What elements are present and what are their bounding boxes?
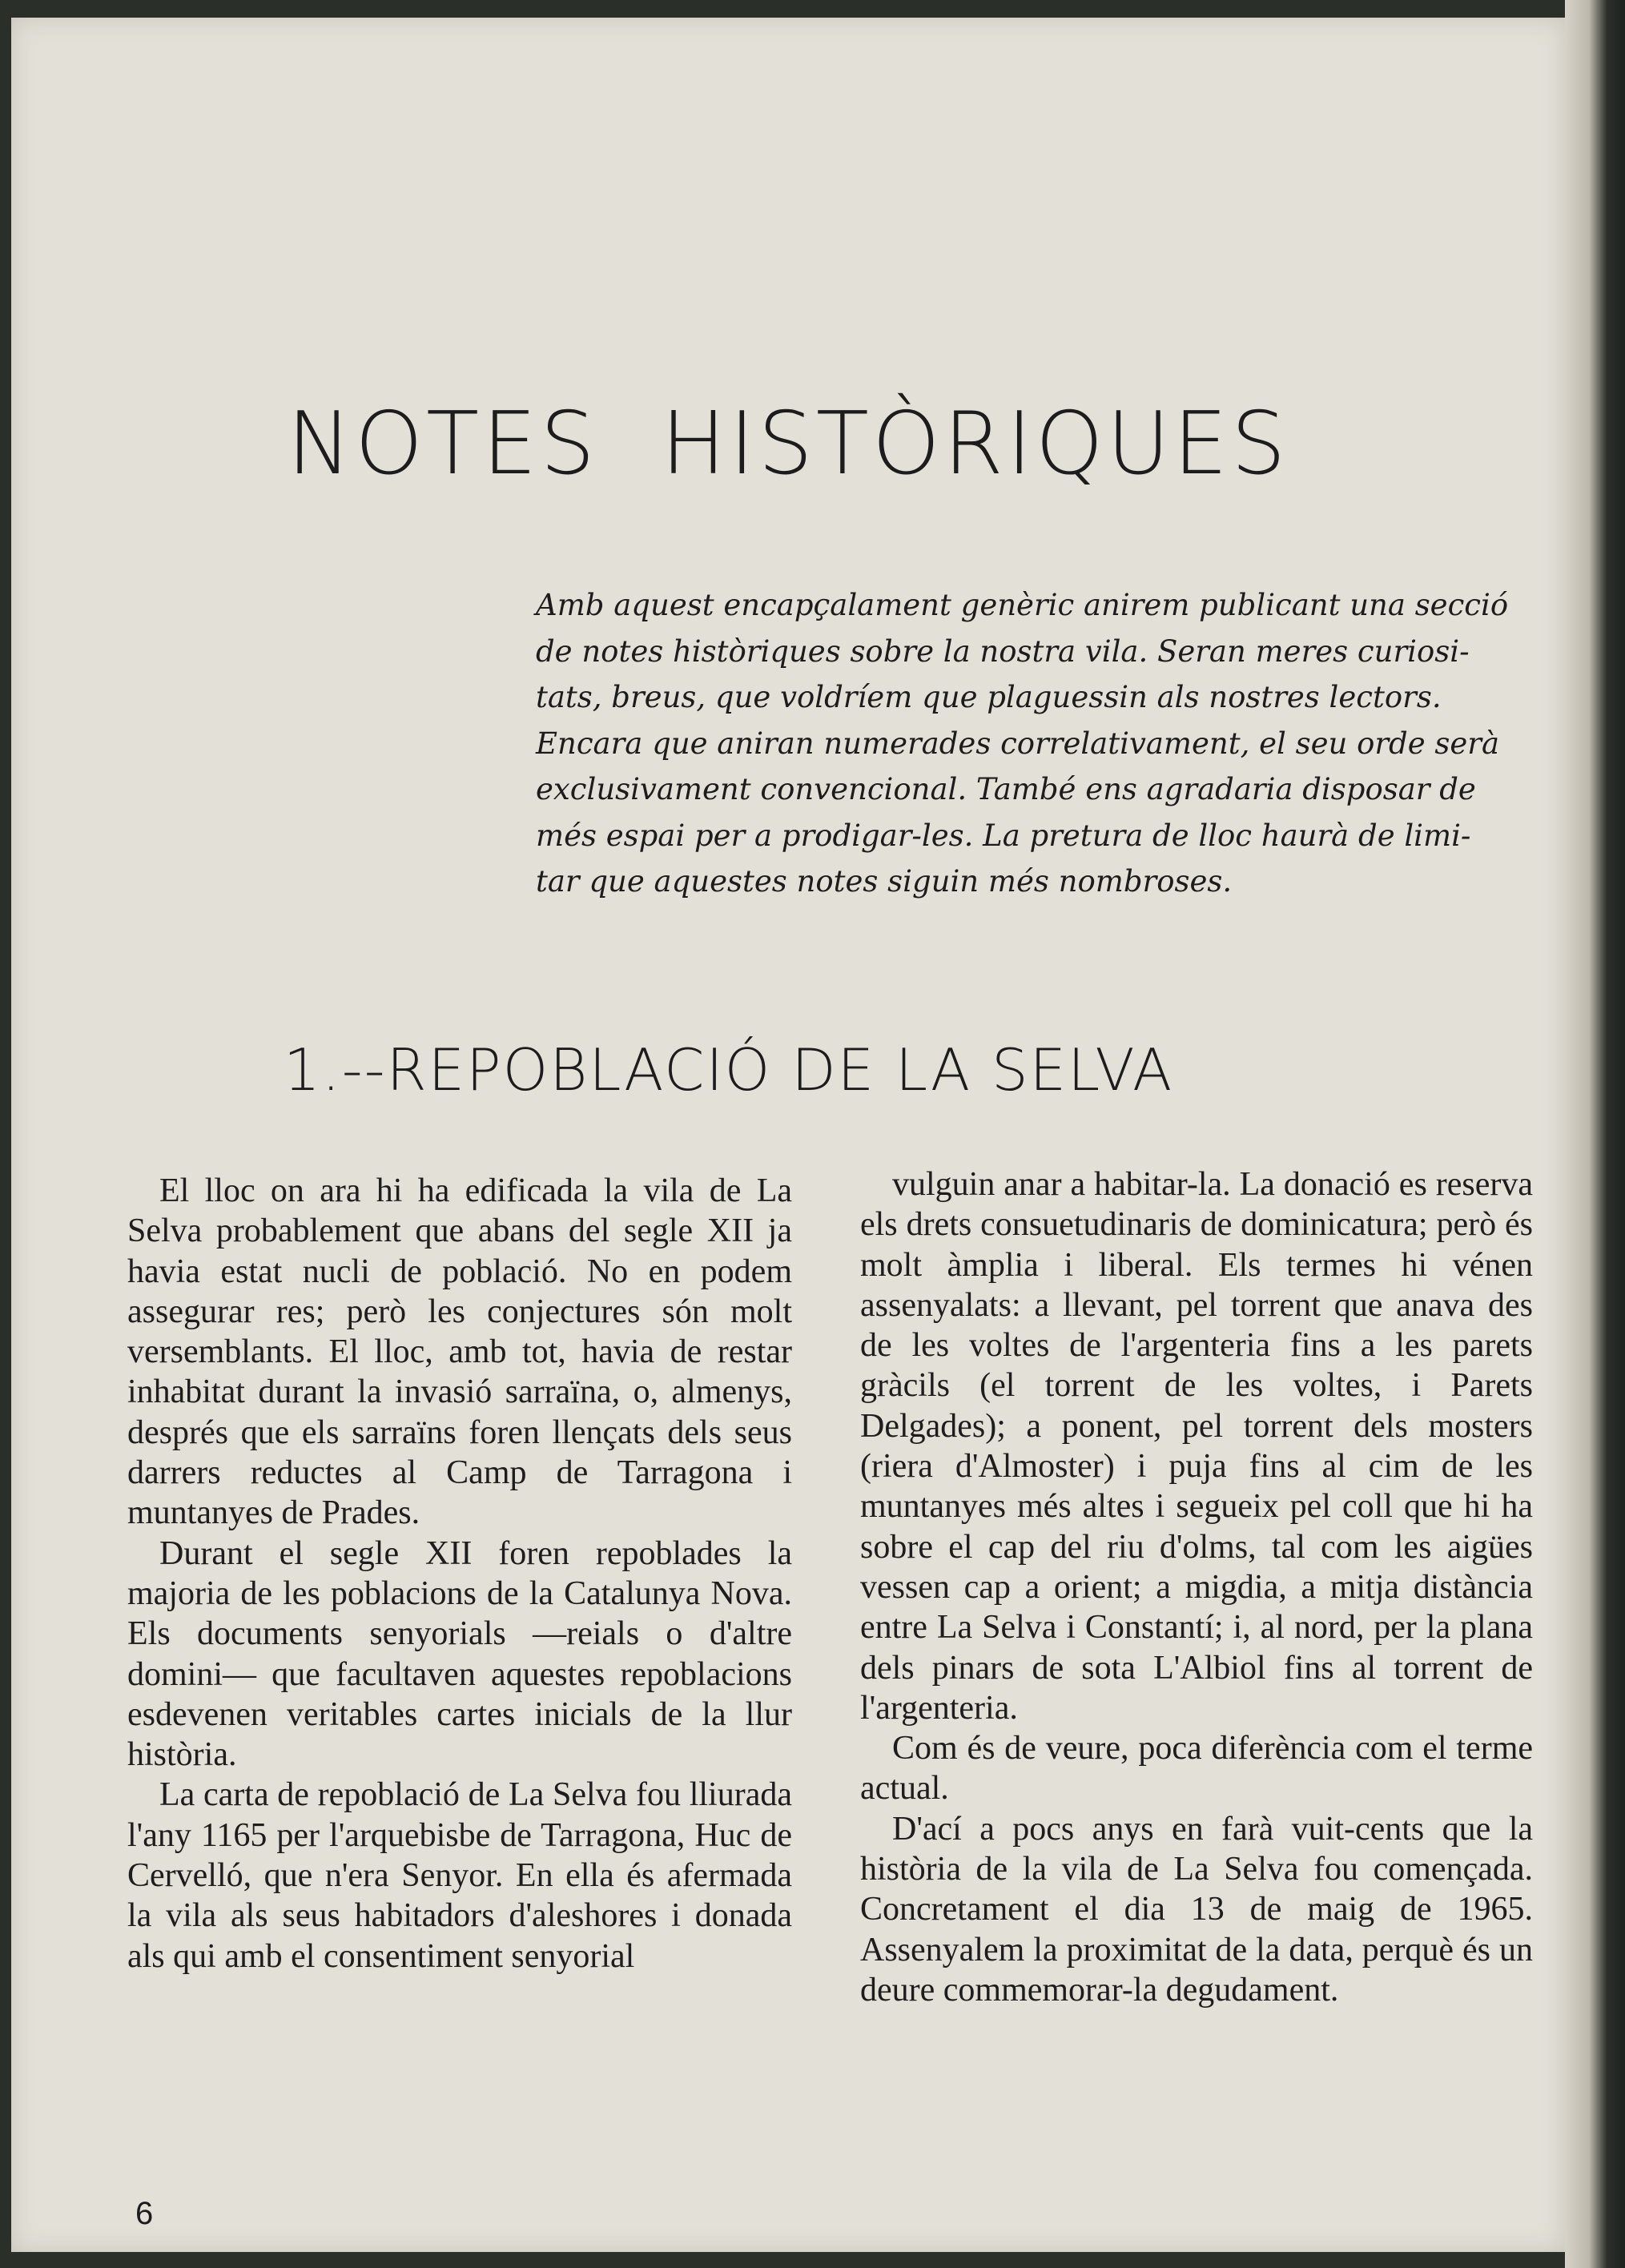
body-paragraph: Durant el segle XII foren repoblades la majoria de les poblacions de la Catalunya Nova. Els documents senyorials —reials o d'altre domini— que facultaven aquestes repoblacions esdevenen veritables cartes inicials de la llur història. [127,1534,792,1774]
right-column [860,1164,1533,2010]
book-spine-edge [1565,0,1625,2268]
intro-line: tats, breus, que voldríem que plaguessin als nostres lectors. [536,680,1442,714]
body-paragraph: Com és de veure, poca diferència com el terme actual. [860,1730,1533,1808]
intro-line: exclusivament convencional. També ens agradaria disposar de [536,772,1476,806]
intro-line: Amb aquest encapçalament genèric anirem publicant una secció [536,588,1509,622]
left-column [127,1171,792,1976]
page-number: 6 [135,2196,154,2231]
body-paragraph: El lloc on ara hi ha edificada la vila de La Selva probablement que abans del segle XII ja havia estat nucli de població. No en podem assegurar res; però les conjectures són molt versemblants. El lloc, amb tot, havia de restar inhabitat durant la invasió sarraïna, o, almenys, després que els sarraïns foren llençats dels seus darrers reductes al Camp de Tarragona i muntanyes de Prades. [127,1172,792,1532]
intro-line: més espai per a prodigar-les. La pretura de lloc haurà de limi- [536,818,1471,853]
page-title: NOTES HISTÒRIQUES [287,394,1289,494]
intro-line: Encara que aniran numerades correlativament, el seu orde serà [536,726,1500,761]
body-paragraph: La carta de repoblació de La Selva fou lliurada l'any 1165 per l'arquebisbe de Tarragona, Huc de Cervelló, que n'era Senyor. En ella és afermada la vila als seus habitadors d'aleshores i donada als qui amb el consentiment senyorial [127,1776,792,1975]
intro-line: de notes històriques sobre la nostra vila. Seran meres curiosi- [536,633,1470,669]
body-paragraph: vulguin anar a habitar-la. La donació es reserva els drets consuetudinaris de dominicatura; però és molt àmplia i liberal. Els termes hi vénen assenyalats: a llevant, pel torrent que anava des de les voltes de l'argenteria fins a les parets gràcils (el torrent de les voltes, i Parets Delgades); a ponent, pel torrent dels mosters (riera d'Almoster) i puja fins al cim de les muntanyes més altes i segueix pel coll que hi ha sobre el cap del riu d'olms, tal com les aigües vessen cap a orient; a migdia, a mitja distància entre La Selva i Constantí; i, al nord, per la plana dels pinars de sota L'Albiol fins al torrent de l'argenteria. [860,1166,1533,1727]
intro-paragraph [536,582,1517,905]
section-title: 1.--REPOBLACIÓ DE LA SELVA [284,1036,1174,1104]
document-page [11,18,1565,2252]
body-paragraph: D'ací a pocs anys en farà vuit-cents que la història de la vila de La Selva fou començada. Concretament el dia 13 de maig de 1965. Assenyalem la proximitat de la data, perquè és un deure commemorar-la degudament. [860,1810,1533,2009]
intro-line: tar que aquestes notes siguin més nombroses. [536,864,1233,899]
